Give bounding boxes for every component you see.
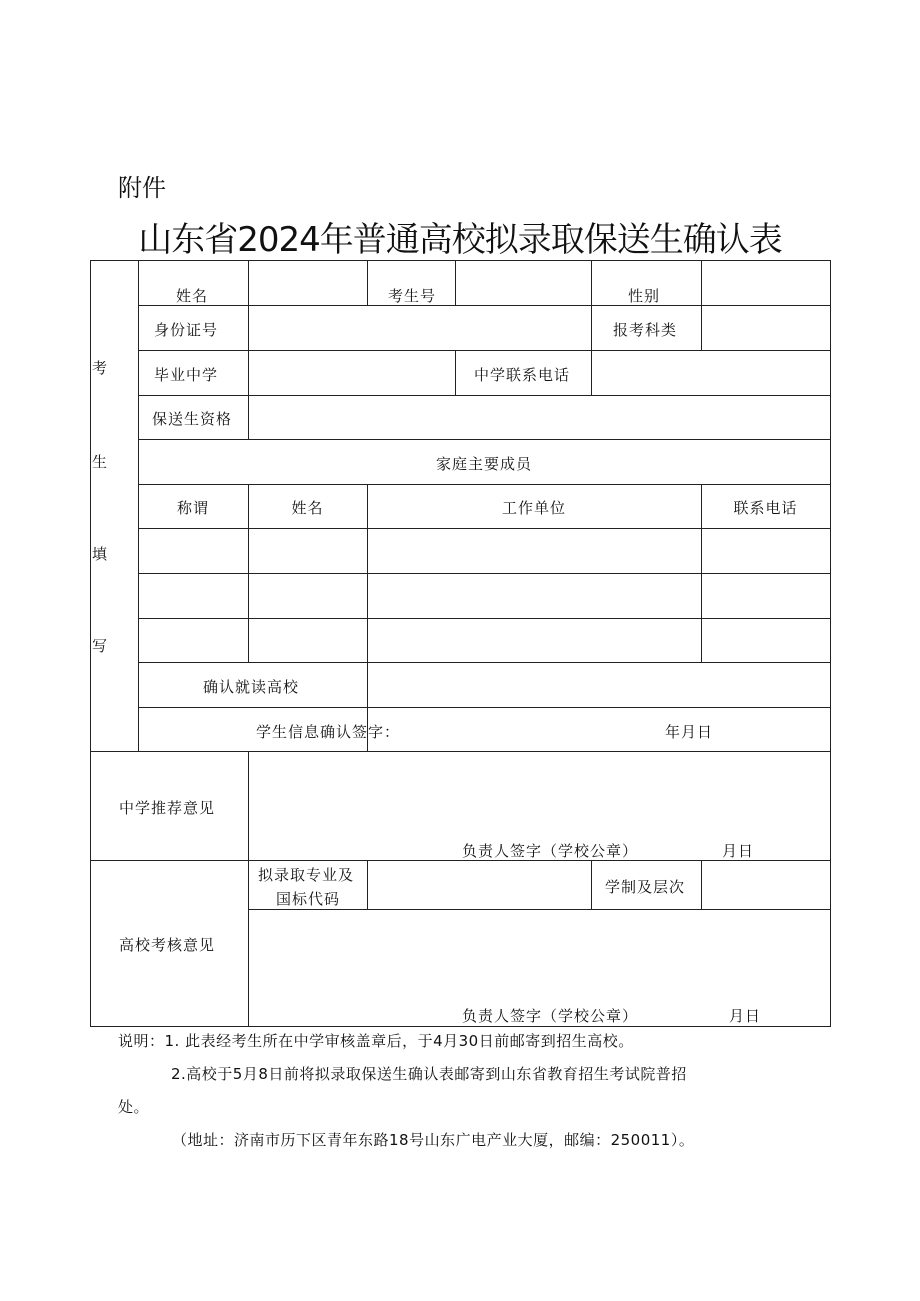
side-label-char-2: 生 [92, 453, 109, 471]
hs-opinion-label: 中学推荐意见 [119, 799, 216, 817]
exam-no-label: 考生号 [388, 287, 437, 305]
note-line-3: 处。 [118, 1098, 150, 1116]
college-sign-date: 月日 [729, 1007, 762, 1025]
id-number-label: 身份证号 [154, 321, 219, 339]
student-sign-label: 学生信息确认签字： [256, 723, 401, 741]
college-opinion-label: 高校考核意见 [119, 936, 216, 954]
high-school-label: 毕业中学 [154, 366, 219, 384]
qualification-label: 保送生资格 [152, 410, 233, 428]
school-phone-label: 中学联系电话 [474, 366, 571, 384]
attachment-label: 附件 [118, 174, 166, 202]
family-col-employer: 工作单位 [501, 499, 566, 517]
note-address: （地址：济南市历下区青年东路18号山东广电产业大厦，邮编：250011）。 [172, 1131, 695, 1149]
gender-label: 性别 [628, 287, 661, 305]
form-title: 山东省2024年普通高校拟录取保送生确认表 [138, 220, 782, 260]
note-line-2: 2.高校于5月8日前将拟录取保送生确认表邮寄到山东省教育招生考试院普招 [171, 1065, 687, 1083]
major-label-line1: 拟录取专业及 [258, 866, 355, 884]
major-label-line2: 国标代码 [276, 890, 341, 908]
family-members-header: 家庭主要成员 [435, 455, 532, 473]
family-col-phone: 联系电话 [733, 499, 798, 517]
note-line-1: 说明：1. 此表经考生所在中学审核盖章后，于4月30日前邮寄到招生高校。 [118, 1032, 634, 1050]
side-label-char-1: 考 [92, 359, 109, 377]
hs-sign-label: 负责人签字（学校公章） [462, 842, 639, 860]
college-sign-label: 负责人签字（学校公章） [462, 1007, 639, 1025]
hs-sign-date: 月日 [722, 842, 755, 860]
student-sign-date: 年月日 [665, 723, 714, 741]
family-col-name: 姓名 [291, 499, 324, 517]
subject-category-label: 报考科类 [613, 321, 678, 339]
confirm-college-label: 确认就读高校 [203, 678, 300, 696]
side-label-char-4: 写 [92, 637, 109, 655]
family-col-relation: 称谓 [176, 499, 209, 517]
side-label-char-3: 填 [92, 545, 109, 563]
name-label: 姓名 [176, 287, 209, 305]
duration-level-label: 学制及层次 [605, 878, 686, 896]
